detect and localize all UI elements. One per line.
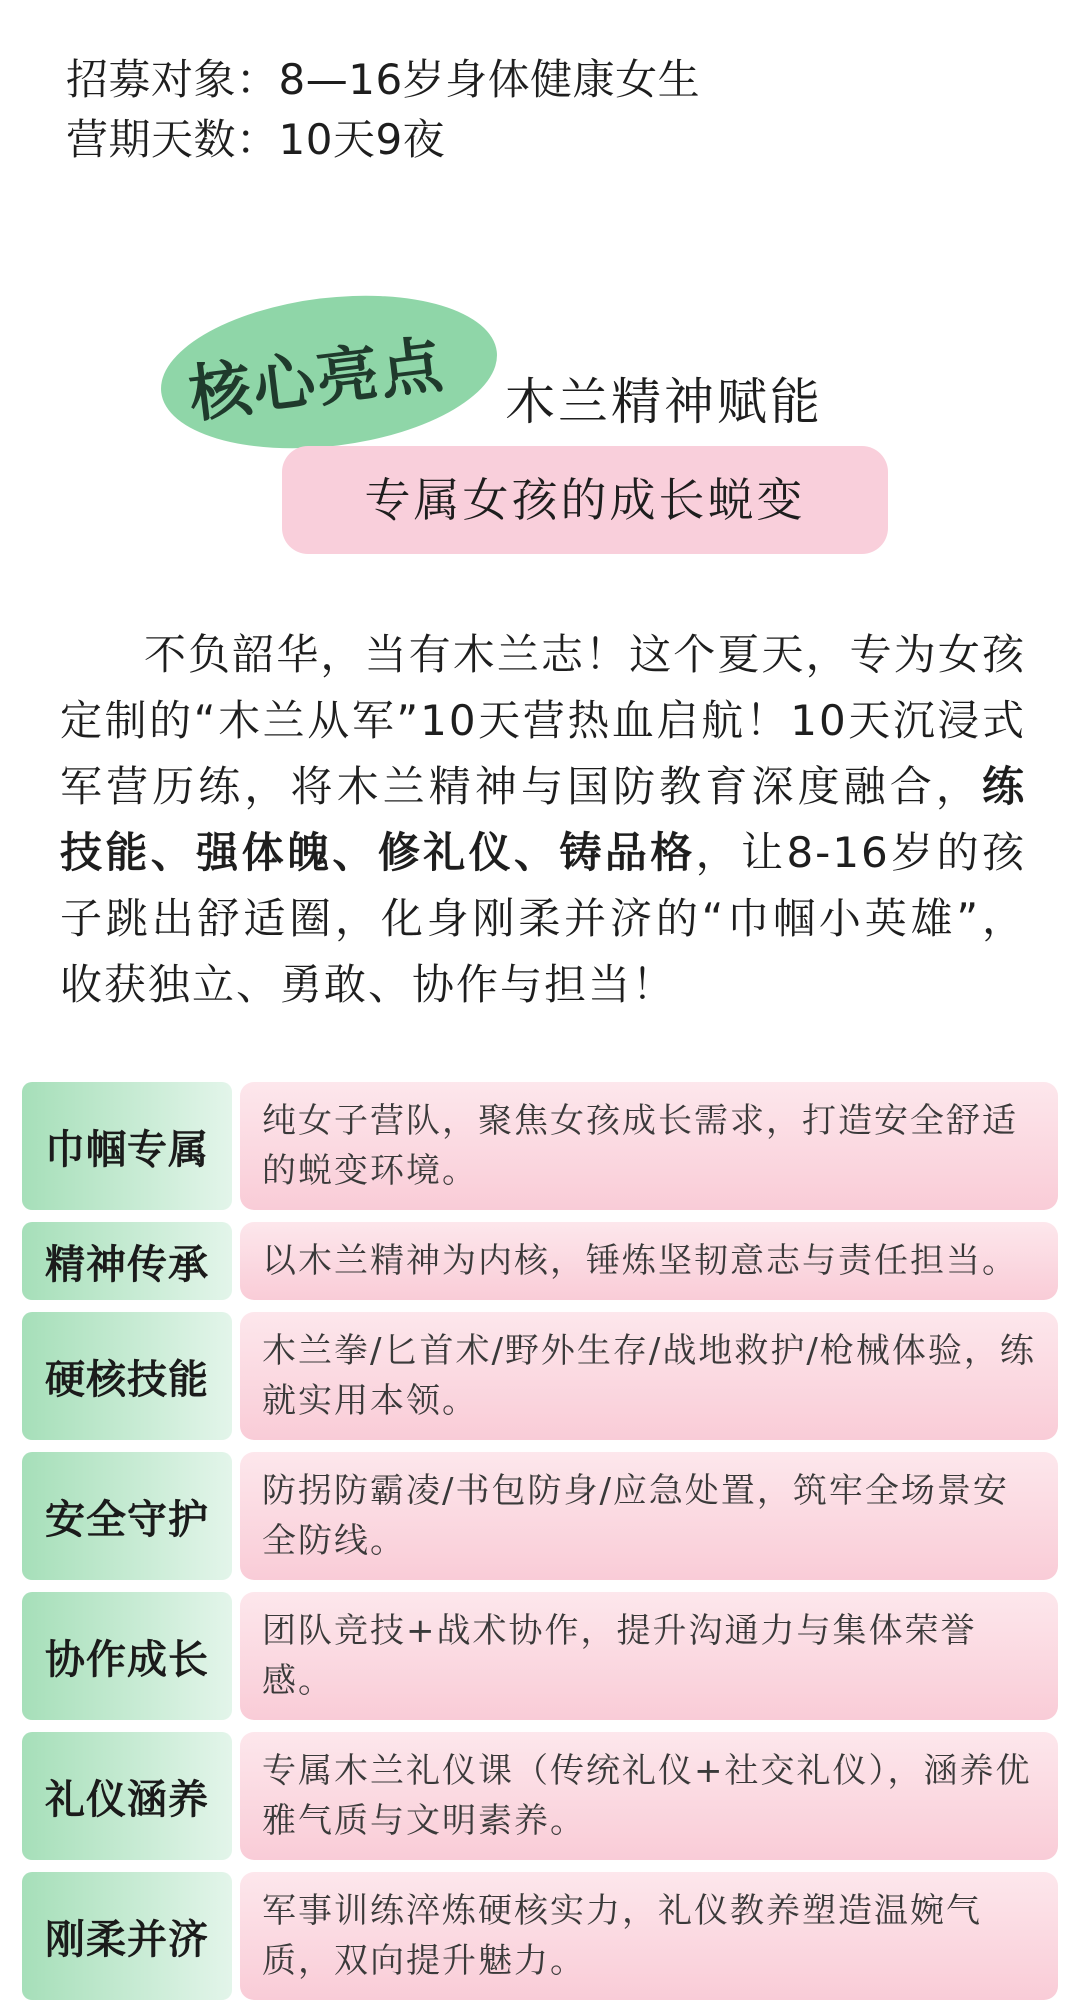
feature-desc: 防拐防霸凌/书包防身/应急处置，筑牢全场景安全防线。 — [240, 1452, 1058, 1580]
recruit-target: 招募对象：8—16岁身体健康女生 — [66, 55, 701, 104]
feature-row — [22, 1452, 1058, 1580]
feature-desc: 专属木兰礼仪课（传统礼仪+社交礼仪），涵养优雅气质与文明素养。 — [240, 1732, 1058, 1860]
feature-label: 精神传承 — [22, 1222, 232, 1300]
feature-desc: 木兰拳/匕首术/野外生存/战地救护/枪械体验，练就实用本领。 — [240, 1312, 1058, 1440]
intro-text-1: 不负韶华，当有木兰志！这个夏天，专为女孩定制的“木兰从军”10天营热血启航！10天沉浸式军营历练，将木兰精神与国防教育深度融合， — [60, 630, 1026, 811]
feature-desc: 团队竞技+战术协作，提升沟通力与集体荣誉感。 — [240, 1592, 1058, 1720]
feature-row — [22, 1222, 1058, 1300]
feature-row — [22, 1082, 1058, 1210]
intro-paragraph — [60, 622, 1026, 1018]
feature-label: 协作成长 — [22, 1592, 232, 1720]
feature-label: 安全守护 — [22, 1452, 232, 1580]
highlight-subtitle: 木兰精神赋能 — [505, 373, 823, 431]
feature-label: 巾帼专属 — [22, 1082, 232, 1210]
feature-desc: 军事训练淬炼硬核实力，礼仪教养塑造温婉气质，双向提升魅力。 — [240, 1872, 1058, 2000]
feature-desc: 纯女子营队，聚焦女孩成长需求，打造安全舒适的蜕变环境。 — [240, 1082, 1058, 1210]
intro-bold-text: 练技能、强体魄、修礼仪、铸品格 — [60, 762, 1026, 877]
info-block — [66, 50, 700, 170]
feature-label: 硬核技能 — [22, 1312, 232, 1440]
feature-row — [22, 1872, 1058, 2000]
feature-row — [22, 1312, 1058, 1440]
feature-row — [22, 1592, 1058, 1720]
feature-desc: 以木兰精神为内核，锤炼坚韧意志与责任担当。 — [240, 1222, 1058, 1300]
feature-label: 礼仪涵养 — [22, 1732, 232, 1860]
feature-row — [22, 1732, 1058, 1860]
feature-label: 刚柔并济 — [22, 1872, 232, 2000]
camp-duration: 营期天数：10天9夜 — [66, 115, 446, 164]
feature-list — [22, 1082, 1058, 2012]
highlight-badge-text: 核心亮点 — [185, 327, 449, 432]
intro-text-2: ，让8-16岁的孩子跳出舒适圈，化身刚柔并济的“巾帼小英雄”，收获独立、勇敢、协作与担当！ — [60, 828, 1026, 1009]
pink-banner-text: 专属女孩的成长蜕变 — [364, 473, 806, 527]
